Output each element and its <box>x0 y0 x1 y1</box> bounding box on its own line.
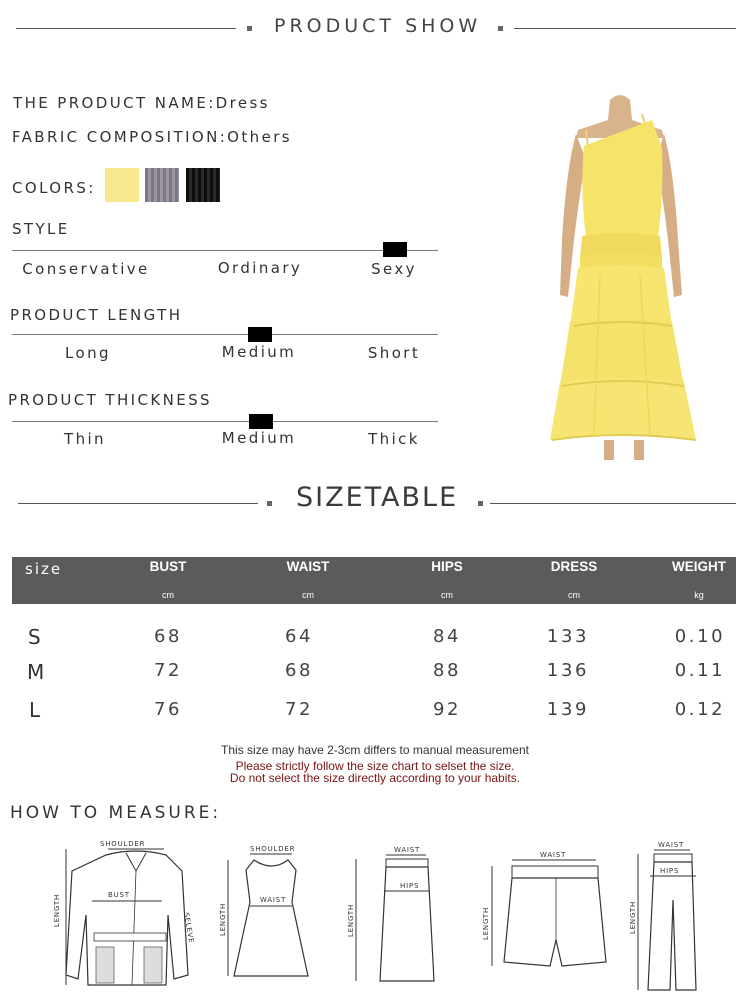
style-option-ordinary: Ordinary <box>217 259 303 277</box>
jacket-shoulder-label: SHOULDER <box>100 840 146 848</box>
jacket-bust-label: BUST <box>108 891 130 899</box>
cell-m-weight: 0.11 <box>674 660 726 681</box>
cell-l-hips: 92 <box>432 699 462 720</box>
header-line-right <box>514 28 736 29</box>
size-column-header: size <box>25 560 63 578</box>
skirt-measure-diagram <box>342 845 442 990</box>
size-table-header <box>12 557 736 604</box>
size-habit-warning: Do not select the size directly according to your habits. <box>229 771 521 785</box>
color-swatch-black[interactable] <box>186 168 220 202</box>
length-selected-marker <box>248 327 272 342</box>
skirt-length-label: LENGTH <box>347 903 355 937</box>
length-option-long: Long <box>65 344 111 362</box>
length-scale-line <box>12 334 438 335</box>
sizetable-dot-left <box>267 501 272 506</box>
style-title: STYLE <box>12 220 70 238</box>
color-swatch-yellow[interactable] <box>105 168 139 202</box>
style-option-sexy: Sexy <box>371 260 417 278</box>
col-header-weight: WEIGHT <box>672 559 726 574</box>
thickness-option-thick: Thick <box>368 430 420 448</box>
col-header-hips: HIPS <box>431 559 463 574</box>
style-option-conservative: Conservative <box>22 260 150 278</box>
cell-l-bust: 76 <box>153 699 183 720</box>
product-name: THE PRODUCT NAME:Dress <box>13 94 270 112</box>
fabric-composition: FABRIC COMPOSITION:Others <box>12 128 292 146</box>
sizetable-title: SIZETABLE <box>296 482 459 513</box>
dress-waist-label: WAIST <box>260 896 287 904</box>
how-to-measure-title: HOW TO MEASURE: <box>10 803 222 823</box>
cell-l-dress: 139 <box>546 699 590 720</box>
cell-s-hips: 84 <box>432 626 462 647</box>
color-swatch-gray[interactable] <box>145 168 179 202</box>
header-line-left <box>16 28 236 29</box>
product-photo <box>540 90 710 470</box>
jacket-length-label: LENGTH <box>53 893 61 927</box>
colors-label: COLORS: <box>12 179 96 197</box>
shorts-length-label: LENGTH <box>482 906 490 940</box>
cell-m-waist: 68 <box>284 660 314 681</box>
shorts-waist-label: WAIST <box>540 851 567 859</box>
col-header-waist: WAIST <box>286 559 330 574</box>
dress-length-label: LENGTH <box>219 902 227 936</box>
pants-measure-diagram <box>624 840 724 995</box>
col-unit-hips: cm <box>441 590 453 600</box>
row-size-l: L <box>29 698 41 722</box>
sizetable-line-right <box>490 503 736 504</box>
col-unit-weight: kg <box>694 590 704 600</box>
col-unit-waist: cm <box>302 590 314 600</box>
col-unit-bust: cm <box>162 590 174 600</box>
dress-measure-diagram <box>212 840 312 990</box>
jacket-measure-diagram <box>48 835 198 995</box>
length-option-medium: Medium <box>221 343 297 361</box>
skirt-waist-label: WAIST <box>394 846 421 854</box>
col-unit-dress: cm <box>568 590 580 600</box>
cell-s-bust: 68 <box>153 626 183 647</box>
dress-shoulder-label: SHOULDER <box>250 845 296 853</box>
row-size-s: S <box>28 625 41 649</box>
jacket-seleve-label: SELEVE <box>182 911 196 945</box>
style-scale-line <box>12 250 438 251</box>
cell-m-bust: 72 <box>153 660 183 681</box>
thickness-scale-line <box>12 421 438 422</box>
length-title: PRODUCT LENGTH <box>10 306 183 324</box>
pants-waist-label: WAIST <box>658 841 685 849</box>
cell-l-waist: 72 <box>284 699 314 720</box>
thickness-selected-marker <box>249 414 273 429</box>
pants-length-label: LENGTH <box>629 900 637 934</box>
cell-s-dress: 133 <box>546 626 590 647</box>
cell-s-weight: 0.10 <box>674 626 726 647</box>
measurement-note: This size may have 2-3cm differs to manual measurement <box>221 743 529 757</box>
pants-hips-label: HIPS <box>660 867 680 875</box>
col-header-bust: BUST <box>149 559 187 574</box>
size-chart-warning: Please strictly follow the size chart to selset the size. <box>235 759 515 773</box>
shorts-measure-diagram <box>478 848 618 978</box>
cell-m-hips: 88 <box>432 660 462 681</box>
header-dot-left <box>247 26 252 31</box>
style-selected-marker <box>383 242 407 257</box>
sizetable-dot-right <box>478 501 483 506</box>
product-show-title: PRODUCT SHOW <box>274 15 482 37</box>
thickness-title: PRODUCT THICKNESS <box>8 391 212 409</box>
row-size-m: M <box>27 660 45 684</box>
thickness-option-medium: Medium <box>221 429 297 447</box>
header-dot-right <box>498 26 503 31</box>
length-option-short: Short <box>367 344 421 362</box>
cell-s-waist: 64 <box>284 626 314 647</box>
thickness-option-thin: Thin <box>64 430 106 448</box>
cell-l-weight: 0.12 <box>674 699 726 720</box>
col-header-dress: DRESS <box>550 559 598 574</box>
skirt-hips-label: HIPS <box>400 882 420 890</box>
cell-m-dress: 136 <box>546 660 590 681</box>
sizetable-line-left <box>18 503 258 504</box>
